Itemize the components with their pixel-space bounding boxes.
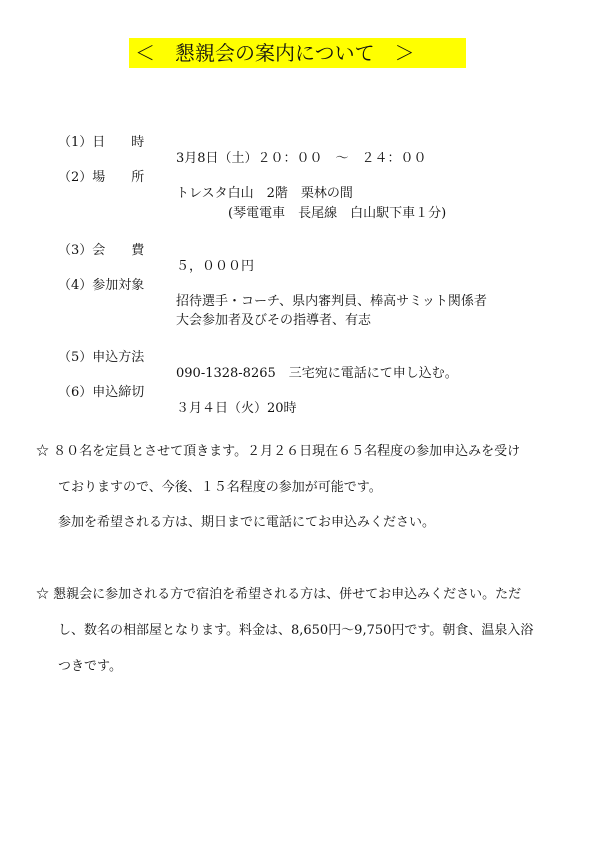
info-label: （3）会 費 (58, 243, 145, 258)
info-value: 招待選手・コーチ、県内審判員、棒高サミット関係者 (176, 294, 487, 309)
info-value: トレスタ白山 2階 栗林の間 (176, 186, 353, 201)
notice-capacity-line-3: 参加を希望される方は、期日までに電話にてお申込みください。 (58, 515, 436, 530)
info-label: （2）場 所 (58, 170, 145, 185)
notice-lodging-line-2: し、数名の相部屋となります。料金は、8,650円～9,750円です。朝食、温泉入浴 (58, 623, 534, 638)
info-value: 3月8日（土）２０：００ ～ ２４：００ (176, 151, 427, 166)
notice-lodging-line-3: つきです。 (58, 659, 122, 674)
page-title: ＜ 懇親会の案内について ＞ (129, 38, 466, 68)
info-value: ３月４日（火）20時 (176, 401, 297, 416)
info-label: （4）参加対象 (58, 278, 145, 293)
notice-capacity-line-1: ☆ ８０名を定員とさせて頂きます。２月２６日現在６５名程度の参加申込みを受け (36, 444, 521, 459)
notice-capacity-line-2: ておりますので、今後、１５名程度の参加が可能です。 (58, 480, 382, 495)
info-row-deadline (0, 369, 297, 417)
info-label: （1）日 時 (58, 135, 145, 150)
info-value: 大会参加者及びその指導者、有志 (176, 313, 372, 328)
info-value: 090-1328-8265 三宅宛に電話にて申し込む。 (176, 366, 458, 381)
info-label: （6）申込締切 (58, 385, 145, 400)
notice-lodging-line-1: ☆ 懇親会に参加される方で宿泊を希望される方は、併せてお申込みください。ただ (36, 587, 522, 602)
info-label: （5）申込方法 (58, 350, 145, 365)
access-note: (琴電電車 長尾線 白山駅下車１分) (228, 206, 447, 221)
info-value: ５，０００円 (176, 259, 255, 274)
